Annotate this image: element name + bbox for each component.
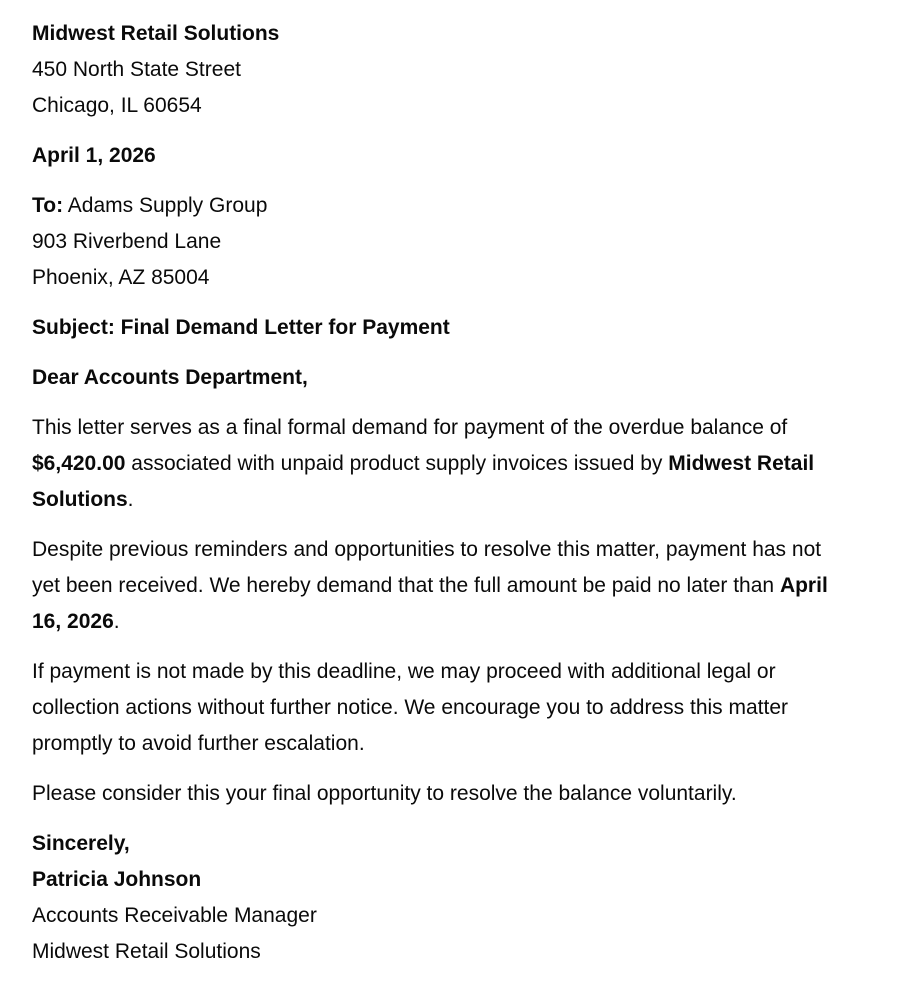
salutation-block (32, 360, 840, 396)
paragraph-1-part-1: This letter serves as a final formal demand for payment of the overdue balance of (32, 416, 788, 439)
recipient-city-state-zip: Phoenix, AZ 85004 (32, 266, 210, 289)
sender-street: 450 North State Street (32, 58, 241, 81)
payment-deadline-date: April 16, 2026 (32, 574, 828, 633)
letter-body (32, 16, 840, 970)
paragraph-consequences: If payment is not made by this deadline, we may proceed with additional legal or collection actions without further notice. We encourage you to address this matter promptly to avoid further escalation. (32, 660, 789, 755)
paragraph-demand (32, 410, 840, 518)
recipient-street: 903 Riverbend Lane (32, 230, 222, 253)
signature-title: Accounts Receivable Manager (32, 904, 317, 927)
paragraph-1-part-2: associated with unpaid product supply invoices issued by (125, 452, 669, 475)
paragraph-closing-statement: Please consider this your final opportunity to resolve the balance voluntarily. (32, 782, 737, 805)
paragraph-2-part-1: Despite previous reminders and opportunities to resolve this matter, payment has not yet been received. We hereby demand that the full amount be paid no later than (32, 538, 822, 597)
letter-date-block (32, 138, 840, 174)
sender-company: Midwest Retail Solutions (32, 22, 280, 45)
paragraph-1-company: Midwest Retail Solutions (32, 452, 815, 511)
paragraph-2-part-2: . (113, 610, 120, 633)
sender-city-state-zip: Chicago, IL 60654 (32, 94, 202, 117)
recipient-company: Adams Supply Group (63, 194, 268, 217)
letter-date: April 1, 2026 (32, 144, 156, 167)
paragraph-1-part-3: . (127, 488, 134, 511)
paragraph-deadline (32, 532, 840, 640)
recipient-to-label: To: (32, 194, 64, 217)
signature-name: Patricia Johnson (32, 868, 202, 891)
signature-block (32, 826, 840, 970)
subject-line: Subject: Final Demand Letter for Payment (32, 316, 450, 339)
salutation: Dear Accounts Department, (32, 366, 308, 389)
recipient-address-block (32, 188, 840, 296)
overdue-amount: $6,420.00 (32, 452, 126, 475)
recipient-line (32, 188, 840, 224)
signature-company: Midwest Retail Solutions (32, 940, 261, 963)
sender-address-block (32, 16, 840, 124)
subject-block (32, 310, 840, 346)
signature-closing: Sincerely, (32, 832, 130, 855)
